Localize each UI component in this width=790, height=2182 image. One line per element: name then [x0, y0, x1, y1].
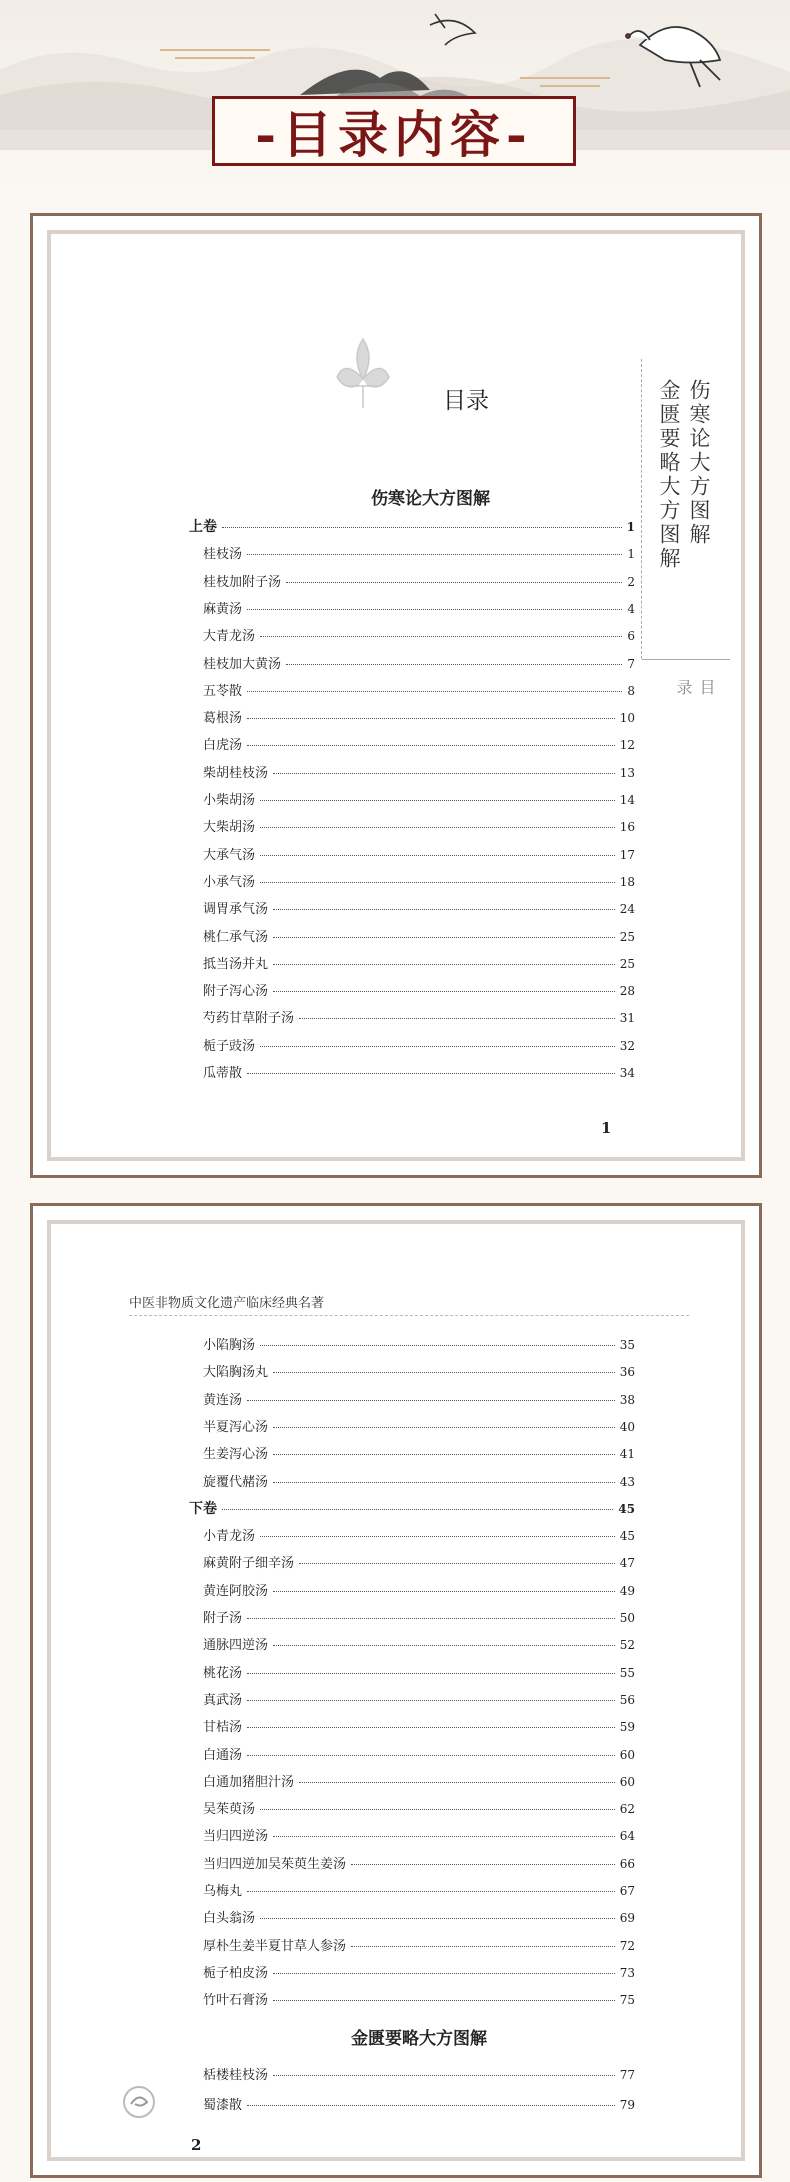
toc-entry-row: [203, 680, 635, 700]
leader-dots: [247, 1673, 615, 1674]
leader-dots: [273, 1973, 615, 1974]
page-number: 2: [191, 2136, 202, 2154]
leader-dots: [247, 609, 622, 610]
toc-entry-name: 芍药甘草附子汤: [203, 1011, 295, 1027]
page-inner-border: [47, 1220, 745, 2161]
book-title-2: 金匮要略大方图解: [351, 2029, 487, 2049]
toc-entry-name: 半夏泻心汤: [203, 1419, 269, 1435]
toc-entry-row: [203, 1716, 635, 1736]
toc-entry-page: 64: [619, 1829, 635, 1844]
toc-entry-row: [203, 1989, 635, 2009]
leader-dots: [299, 1563, 615, 1564]
leader-dots: [260, 636, 622, 637]
section-title-box: [212, 96, 576, 166]
toc-entry-page: 45: [618, 1501, 635, 1516]
toc-entry-page: 59: [619, 1720, 635, 1735]
toc-entry-row: [203, 543, 635, 563]
toc-page-1: [30, 213, 762, 1178]
toc-entry-name: 小柴胡汤: [203, 793, 256, 808]
page-inner-border: [47, 230, 745, 1161]
toc-entry-name: 白通汤: [203, 1747, 243, 1763]
toc-entry-name: 生姜泻心汤: [203, 1447, 269, 1463]
toc-entry-page: 14: [619, 793, 635, 807]
toc-entry-page: 60: [619, 1747, 635, 1762]
toc-entry-row: [203, 1580, 635, 1600]
running-header: 中医非物质文化遗产临床经典名著: [129, 1292, 689, 1316]
toc-entry-page: 47: [619, 1556, 635, 1571]
toc-entry-row: [203, 1525, 635, 1545]
leader-dots: [247, 691, 622, 692]
toc-entry-page: 1: [627, 547, 635, 562]
toc-section-row: [189, 516, 635, 536]
toc-entry-name: 黄连阿胶汤: [203, 1583, 269, 1599]
leader-dots: [351, 1864, 615, 1865]
leader-dots: [260, 827, 615, 828]
toc-entry-row: [203, 1907, 635, 1927]
toc-entry-page: 2: [627, 574, 635, 589]
toc-entry-row: [203, 1853, 635, 1873]
toc-entry-page: 73: [619, 1965, 635, 1980]
leader-dots: [247, 1755, 615, 1756]
leader-dots: [247, 1618, 615, 1619]
leader-dots: [273, 1454, 615, 1455]
toc-entry-row: [203, 762, 635, 782]
toc-entry-row: [203, 1361, 635, 1381]
toc-entry-name: 小青龙汤: [203, 1529, 256, 1545]
toc-entry-page: 24: [619, 902, 635, 917]
toc-entry-row: [203, 1552, 635, 1572]
toc-entry-name: 葛根汤: [203, 711, 243, 727]
toc-entry-row: [203, 1443, 635, 1463]
toc-section-row: [189, 1498, 635, 1518]
leader-dots: [247, 1700, 615, 1701]
leader-dots: [260, 1046, 615, 1047]
toc-entry-row: [203, 734, 635, 754]
toc-entry-row: [203, 1662, 635, 1682]
toc-entry-page: 60: [619, 1774, 635, 1789]
leader-dots: [247, 1891, 615, 1892]
toc-entry-page: 38: [619, 1392, 635, 1407]
toc-entry-name: 大柴胡汤: [203, 820, 256, 836]
toc-entry-name: 乌梅丸: [203, 1884, 243, 1899]
toc-entry-page: 10: [619, 711, 635, 726]
leader-dots: [286, 582, 622, 583]
toc-entry-row: [203, 1416, 635, 1436]
toc-entry-row: [203, 1607, 635, 1627]
toc-entry-row: [203, 1062, 635, 1082]
toc-entry-name: 栝楼桂枝汤: [203, 2068, 269, 2083]
toc-entry-page: 35: [619, 1338, 635, 1352]
toc-entry-page: 77: [619, 2068, 635, 2082]
toc-entry-name: 柴胡桂枝汤: [203, 765, 269, 781]
toc-entry-row: [203, 1962, 635, 1982]
leader-dots: [247, 1727, 615, 1728]
toc-entry-row: [203, 980, 635, 1000]
leader-dots: [247, 554, 622, 555]
toc-entry-row: [203, 1744, 635, 1764]
toc-entry-name: 五苓散: [203, 683, 243, 699]
toc-entry-row: [203, 816, 635, 836]
toc-entry-name: 当归四逆汤: [203, 1829, 269, 1845]
toc-entry-name: 栀子柏皮汤: [203, 1965, 269, 1981]
toc-entry-page: 36: [619, 1365, 635, 1380]
toc-entry-row: [203, 1771, 635, 1791]
toc-entry-name: 白头翁汤: [203, 1911, 256, 1927]
toc-entry-page: 66: [619, 1856, 635, 1871]
toc-entry-row: [203, 1007, 635, 1027]
toc-entry-row: [203, 625, 635, 645]
toc-entry-row: [203, 953, 635, 973]
leader-dots: [286, 664, 622, 665]
leader-dots: [273, 1591, 615, 1592]
leader-dots: [247, 745, 615, 746]
toc-entry-row: [203, 1035, 635, 1055]
toc-entry-page: 34: [619, 1066, 635, 1080]
toc-entry-row: [203, 2064, 635, 2084]
toc-entry-page: 45: [619, 1529, 635, 1544]
leader-dots: [222, 527, 622, 528]
toc-entry-name: 厚朴生姜半夏甘草人参汤: [203, 1938, 347, 1954]
toc-entry-row: [203, 871, 635, 891]
page-number: 1: [601, 1119, 612, 1137]
toc-entry-page: 62: [619, 1802, 635, 1817]
toc-entry-name: 附子泻心汤: [203, 984, 269, 1000]
side-title-1: 伤寒论大方图解: [687, 379, 711, 547]
toc-entry-page: 49: [619, 1583, 635, 1598]
toc-entry-page: 75: [619, 1993, 635, 2008]
toc-entry-page: 55: [619, 1665, 635, 1680]
toc-entry-page: 69: [619, 1911, 635, 1926]
toc-entry-page: 4: [627, 601, 635, 616]
toc-entry-name: 当归四逆加吴茱萸生姜汤: [203, 1856, 347, 1872]
toc-entry-name: 小承气汤: [203, 874, 256, 890]
toc-entry-row: [203, 653, 635, 673]
toc-entry-name: 旋覆代赭汤: [203, 1474, 269, 1490]
toc-entry-name: 小陷胸汤: [203, 1338, 256, 1353]
leader-dots: [260, 1918, 615, 1919]
toc-entry-row: [203, 1798, 635, 1818]
leader-dots: [260, 1536, 615, 1537]
section-title: -目录内容-: [255, 105, 533, 164]
toc-label: 目录: [443, 388, 489, 414]
toc-entry-row: [203, 789, 635, 809]
toc-entry-page: 16: [619, 820, 635, 835]
toc-entry-name: 调胃承气汤: [203, 902, 269, 918]
leader-dots: [273, 2000, 615, 2001]
toc-entry-page: 28: [619, 984, 635, 999]
leader-dots: [273, 2075, 615, 2076]
toc-entry-row: [203, 1880, 635, 1900]
swirl-emblem-icon: [121, 2084, 157, 2120]
toc-entry-page: 40: [619, 1419, 635, 1434]
toc-entry-name: 吴茱萸汤: [203, 1802, 256, 1818]
side-mulu: 目录: [674, 679, 716, 709]
toc-entry-page: 6: [627, 629, 635, 644]
leader-dots: [260, 855, 615, 856]
leader-dots: [273, 773, 615, 774]
toc-entry-name: 桂枝加附子汤: [203, 574, 282, 590]
toc-entry-page: 31: [619, 1011, 635, 1026]
leader-dots: [247, 1400, 615, 1401]
side-title-2: 金匮要略大方图解: [657, 379, 681, 571]
toc-entry-row: [203, 844, 635, 864]
toc-entry-name: 栀子豉汤: [203, 1038, 256, 1054]
toc-entry-row: [203, 1935, 635, 1955]
toc-entry-row: [203, 571, 635, 591]
toc-entry-page: 32: [619, 1038, 635, 1053]
leader-dots: [222, 1509, 613, 1510]
toc-entry-row: [203, 1389, 635, 1409]
toc-entry-name: 下卷: [189, 1500, 217, 1517]
toc-entry-name: 竹叶石膏汤: [203, 1993, 269, 2009]
toc-entry-page: 1: [626, 520, 635, 534]
book-title: 伤寒论大方图解: [371, 489, 490, 509]
side-title-strip: [641, 359, 730, 709]
leader-dots: [273, 964, 615, 965]
toc-entry-row: [203, 926, 635, 946]
toc-entry-row: [203, 707, 635, 727]
toc-entry-row: [203, 1634, 635, 1654]
toc-entry-row: [203, 2094, 635, 2114]
leader-dots: [247, 718, 615, 719]
leader-dots: [299, 1018, 615, 1019]
leader-dots: [247, 1073, 615, 1074]
leader-dots: [260, 1345, 615, 1346]
toc-entry-row: [203, 1689, 635, 1709]
leader-dots: [260, 1809, 615, 1810]
toc-entry-name: 蜀漆散: [203, 2098, 243, 2113]
toc-entry-page: 25: [619, 929, 635, 944]
toc-entry-name: 上卷: [189, 519, 217, 535]
toc-entry-page: 56: [619, 1692, 635, 1707]
crane-icon: [430, 14, 475, 45]
toc-entry-name: 麻黄附子细辛汤: [203, 1556, 295, 1572]
toc-entry-page: 18: [619, 874, 635, 889]
toc-entry-page: 8: [627, 683, 635, 698]
divider: [642, 659, 730, 660]
leader-dots: [273, 1427, 615, 1428]
toc-page-2: [30, 1203, 762, 2178]
leader-dots: [273, 1836, 615, 1837]
toc-entry-name: 真武汤: [203, 1692, 243, 1708]
toc-entry-page: 43: [619, 1474, 635, 1489]
toc-entry-page: 7: [627, 656, 635, 671]
toc-entry-page: 25: [619, 956, 635, 971]
toc-entry-name: 桃花汤: [203, 1665, 243, 1681]
fleur-de-lis-icon: [333, 334, 393, 414]
leader-dots: [260, 882, 615, 883]
leader-dots: [273, 1645, 615, 1646]
toc-entry-row: [203, 1334, 635, 1354]
toc-entry-name: 大承气汤: [203, 847, 256, 863]
toc-entry-name: 附子汤: [203, 1611, 243, 1626]
toc-entry-name: 桃仁承气汤: [203, 929, 269, 945]
leader-dots: [273, 937, 615, 938]
toc-entry-name: 桂枝加大黄汤: [203, 656, 282, 672]
toc-entry-page: 13: [619, 765, 635, 780]
toc-entry-name: 白通加猪胆汁汤: [203, 1774, 295, 1790]
toc-entry-row: [203, 598, 635, 618]
toc-entry-row: [203, 1471, 635, 1491]
toc-entry-name: 大青龙汤: [203, 629, 256, 645]
leader-dots: [351, 1946, 615, 1947]
toc-entry-name: 甘桔汤: [203, 1720, 243, 1736]
leader-dots: [247, 2105, 615, 2106]
toc-entry-name: 通脉四逆汤: [203, 1638, 269, 1654]
leader-dots: [273, 1372, 615, 1373]
leader-dots: [273, 1482, 615, 1483]
leader-dots: [299, 1782, 615, 1783]
leader-dots: [260, 800, 615, 801]
toc-entry-name: 黄连汤: [203, 1392, 243, 1408]
toc-entry-page: 50: [619, 1611, 635, 1625]
toc-entry-name: 瓜蒂散: [203, 1066, 243, 1081]
toc-entry-page: 17: [619, 847, 635, 862]
toc-entry-name: 麻黄汤: [203, 601, 243, 617]
leader-dots: [273, 909, 615, 910]
toc-entry-page: 67: [619, 1884, 635, 1898]
toc-entry-name: 白虎汤: [203, 738, 243, 754]
toc-entry-name: 抵当汤并丸: [203, 956, 269, 972]
leader-dots: [273, 991, 615, 992]
toc-entry-name: 大陷胸汤丸: [203, 1365, 269, 1381]
header-banner: [0, 0, 790, 195]
toc-entry-row: [203, 898, 635, 918]
toc-entry-row: [203, 1825, 635, 1845]
toc-entry-page: 41: [619, 1447, 635, 1462]
toc-entry-page: 79: [619, 2098, 635, 2112]
toc-entry-page: 52: [619, 1638, 635, 1653]
toc-entry-page: 72: [619, 1938, 635, 1953]
toc-entry-page: 12: [619, 738, 635, 753]
toc-entry-name: 桂枝汤: [203, 547, 243, 563]
